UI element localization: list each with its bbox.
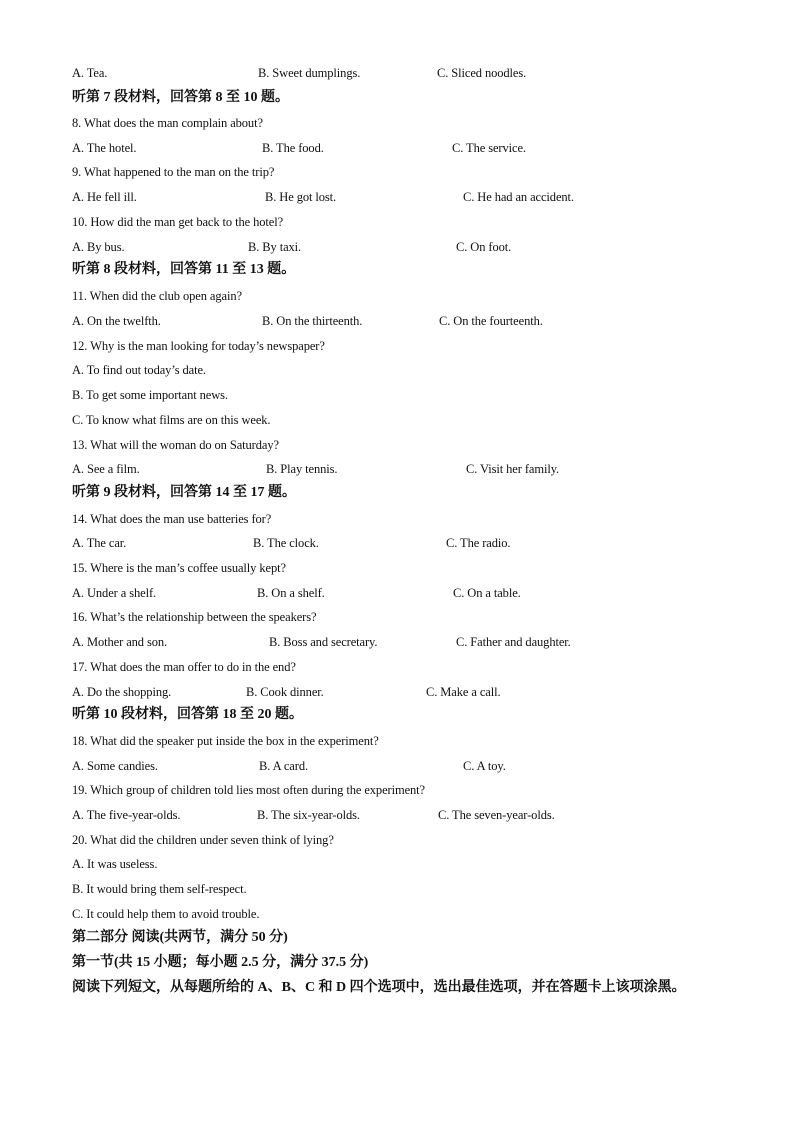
option-a: A. Tea. — [72, 66, 108, 80]
option-c: C. Make a call. — [426, 685, 501, 699]
option-b: B. On the thirteenth. — [262, 314, 363, 328]
option-a: A. Do the shopping. — [72, 685, 172, 699]
option-b: B. On a shelf. — [257, 586, 325, 600]
option-a: A. Some candies. — [72, 759, 158, 773]
reading-instructions: 阅读下列短文，从每题所给的 A、B、C 和 D 四个选项中，选出最佳选项，并在答题卡上该项涂黑。 — [72, 980, 686, 995]
option-c: C. On a table. — [453, 586, 521, 600]
section-heading: 听第 10 段材料，回答第 18 至 20 题。 — [72, 707, 303, 722]
option-b: B. He got lost. — [265, 190, 337, 204]
options-row — [0, 585, 794, 603]
question-text: 20. What did the children under seven think of lying? — [72, 833, 334, 847]
option-c: C. A toy. — [463, 759, 506, 773]
option-b: B. Cook dinner. — [246, 685, 324, 699]
options-row — [0, 189, 794, 207]
section-heading: 听第 8 段材料，回答第 11 至 13 题。 — [72, 262, 296, 277]
option-c: C. Visit her family. — [466, 462, 560, 476]
option-c: C. He had an accident. — [463, 190, 574, 204]
question-text: 17. What does the man offer to do in the end? — [72, 660, 296, 674]
option-b: B. A card. — [259, 759, 308, 773]
question-text: 19. Which group of children told lies most often during the experiment? — [72, 783, 426, 797]
option-a: A. On the twelfth. — [72, 314, 161, 328]
question-text: 13. What will the woman do on Saturday? — [72, 438, 279, 452]
option-c: C. Sliced noodles. — [437, 66, 527, 80]
subsection-heading: 第一节(共 15 小题；每小题 2.5 分，满分 37.5 分) — [72, 955, 369, 970]
option-b: B. Boss and secretary. — [269, 635, 378, 649]
question-text: 11. When did the club open again? — [72, 289, 242, 303]
option-line: A. To find out today’s date. — [72, 363, 206, 377]
option-a: A. He fell ill. — [72, 190, 137, 204]
option-a: A. By bus. — [72, 240, 125, 254]
options-row — [0, 535, 794, 553]
option-b: B. The clock. — [253, 536, 319, 550]
option-a: A. Under a shelf. — [72, 586, 157, 600]
option-b: B. Play tennis. — [266, 462, 338, 476]
option-a: A. See a film. — [72, 462, 140, 476]
options-row — [0, 239, 794, 257]
option-c: C. The seven-year-olds. — [438, 808, 555, 822]
section-heading: 听第 9 段材料，回答第 14 至 17 题。 — [72, 485, 296, 500]
option-a: A. The hotel. — [72, 141, 137, 155]
option-c: C. The radio. — [446, 536, 511, 550]
option-b: B. Sweet dumplings. — [258, 66, 361, 80]
section-heading: 听第 7 段材料，回答第 8 至 10 题。 — [72, 90, 289, 105]
option-line: B. To get some important news. — [72, 388, 228, 402]
options-row — [0, 807, 794, 825]
option-a: A. The five-year-olds. — [72, 808, 181, 822]
option-line: C. It could help them to avoid trouble. — [72, 907, 260, 921]
option-c: C. On the fourteenth. — [439, 314, 543, 328]
question-text: 9. What happened to the man on the trip? — [72, 165, 275, 179]
option-line: C. To know what films are on this week. — [72, 413, 271, 427]
options-row — [0, 758, 794, 776]
option-b: B. By taxi. — [248, 240, 302, 254]
option-c: C. The service. — [452, 141, 526, 155]
options-row — [0, 634, 794, 652]
options-row — [0, 313, 794, 331]
options-row — [0, 684, 794, 702]
options-row — [0, 65, 794, 83]
options-row — [0, 140, 794, 158]
question-text: 14. What does the man use batteries for? — [72, 512, 272, 526]
option-c: C. Father and daughter. — [456, 635, 571, 649]
question-text: 16. What’s the relationship between the speakers? — [72, 610, 317, 624]
part-heading: 第二部分 阅读(共两节，满分 50 分) — [72, 930, 288, 945]
options-row — [0, 461, 794, 479]
question-text: 12. Why is the man looking for today’s newspaper? — [72, 339, 325, 353]
option-a: A. The car. — [72, 536, 127, 550]
option-b: B. The six-year-olds. — [257, 808, 360, 822]
option-line: A. It was useless. — [72, 857, 158, 871]
option-c: C. On foot. — [456, 240, 512, 254]
question-text: 10. How did the man get back to the hotel? — [72, 215, 284, 229]
option-a: A. Mother and son. — [72, 635, 168, 649]
question-text: 18. What did the speaker put inside the box in the experiment? — [72, 734, 379, 748]
question-text: 8. What does the man complain about? — [72, 116, 263, 130]
option-line: B. It would bring them self-respect. — [72, 882, 247, 896]
question-text: 15. Where is the man’s coffee usually kept? — [72, 561, 286, 575]
option-b: B. The food. — [262, 141, 324, 155]
